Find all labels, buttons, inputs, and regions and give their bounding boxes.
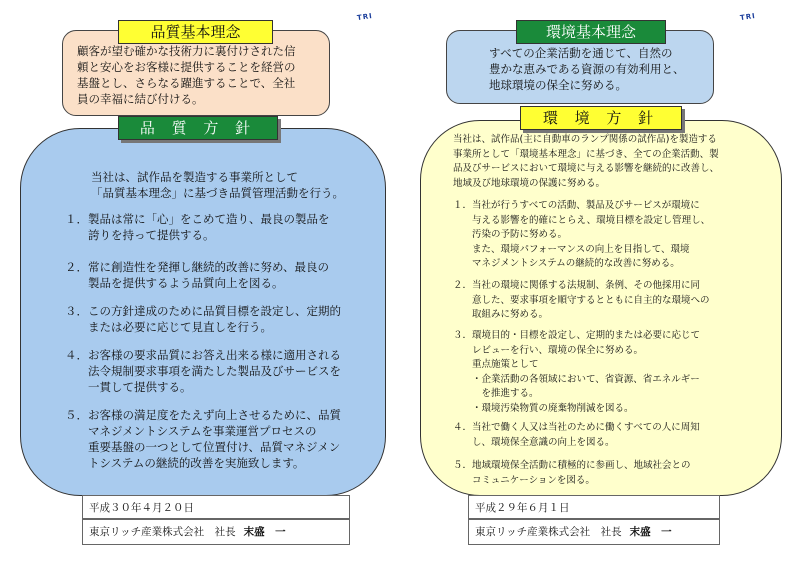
item-line: トシステムの継続的改善を実施致します。 xyxy=(65,456,305,470)
tri-logo-right xyxy=(740,13,756,21)
environment-policy-box xyxy=(420,120,782,496)
environment-philosophy-title: 環境基本理念 xyxy=(516,20,666,44)
left-date: 平成３０年４月２０日 xyxy=(82,495,350,519)
philosophy-line: すべての企業活動を通じて、自然の xyxy=(489,46,673,60)
intro-line: 地域及び地球環境の保護に努める。 xyxy=(453,177,606,189)
philosophy-line: 員の幸福に結び付ける。 xyxy=(77,92,204,106)
item-line: １．製品は常に「心」をこめて造り、最良の製品を xyxy=(65,212,330,226)
right-signature xyxy=(468,519,720,545)
item-line: または必要に応じて見直しを行う。 xyxy=(65,320,272,334)
item-line: 取組みに努める。 xyxy=(453,309,549,320)
quality-policy-box xyxy=(20,128,386,496)
item-line: 重点施策として xyxy=(453,359,539,370)
right-date: 平成２９年６月１日 xyxy=(468,495,720,519)
philosophy-line: 豊かな恵みである資源の有効利用と、 xyxy=(489,62,685,76)
item-line: コミュニケーションを図る。 xyxy=(453,474,595,486)
item-line: レビューを行い、環境の保全に努める。 xyxy=(453,344,644,356)
item-line: ４．当社で働く人又は当社のために働くすべての人に周知 xyxy=(453,422,700,433)
item-line: 意した、要求事項を順守するとともに自主的な環境への xyxy=(453,294,710,306)
item-line: 法令規制要求事項を満たした製品及びサービスを xyxy=(65,364,341,378)
env-item-5 xyxy=(453,459,691,488)
policy-item-3 xyxy=(65,303,341,335)
intro-line: 事業所として「環境基本理念」に基づき、全ての企業活動、製 xyxy=(453,148,719,160)
item-line: ３．環境目的・目標を設定し、定期的または必要に応じて xyxy=(453,330,701,341)
tri-logo-left xyxy=(357,13,373,21)
quality-policy-title: 品 質 方 針 xyxy=(118,116,278,140)
item-line: 誇りを持って提供する。 xyxy=(65,228,215,242)
item-line: 汚染の予防に努める。 xyxy=(453,229,568,240)
item-line: 一貫して提供する。 xyxy=(65,380,192,394)
item-line: また、環境パフォーマンスの向上を目指して、環境 xyxy=(453,243,690,255)
item-line: ・環境汚染物質の廃棄物削減を図る。 xyxy=(453,402,634,414)
company-name: 東京リッチ産業株式会社 社長 xyxy=(475,526,622,538)
president-name: 末盛 一 xyxy=(629,526,672,538)
philosophy-line: 地球環境の保全に努める。 xyxy=(489,78,627,92)
left-signature xyxy=(82,519,350,545)
item-line: ５．地域環境保全活動に積極的に参画し、地域社会との xyxy=(453,460,691,471)
item-line: ５．お客様の満足度をたえず向上させるために、品質 xyxy=(65,408,341,422)
tri-logo-text: TRI xyxy=(739,11,757,23)
item-line: ・企業活動の各領域において、省資源、省エネルギー xyxy=(453,373,700,385)
intro-line: 当社は、試作品を製造する事業所として xyxy=(91,170,298,184)
item-line: マネジメントシステムの継続的な改善に努める。 xyxy=(453,258,680,269)
quality-philosophy-title: 品質基本理念 xyxy=(118,20,273,44)
item-line: 重要基盤の一つとして位置付け、品質マネジメン xyxy=(65,440,341,454)
item-line: を推進する。 xyxy=(453,388,539,399)
policy-item-2 xyxy=(65,259,329,291)
item-line: ３．この方針達成のために品質目標を設定し、定期的 xyxy=(65,304,341,318)
item-line: ２．当社の環境に関係する法規制、条例、その他採用に同 xyxy=(453,280,701,291)
item-line: １．当社が行うすべての活動、製品及びサービスが環境に xyxy=(453,200,700,211)
env-item-2 xyxy=(453,279,710,323)
intro-line: 品及びサービスにおいて環境に与える影響を継続的に改善し、 xyxy=(453,163,720,174)
env-item-1 xyxy=(453,199,710,272)
philosophy-line: 頼と安心をお客様に提供することを経営の xyxy=(77,60,296,74)
president-name: 末盛 一 xyxy=(243,526,286,538)
philosophy-line: 基盤とし、さらなる躍進することで、全社 xyxy=(77,76,296,90)
environment-policy-title: 環 境 方 針 xyxy=(520,106,682,130)
intro-line: 当社は、試作品(主に自動車のランプ関係の試作品)を製造する xyxy=(453,134,717,145)
item-line: 製品を提供するよう品質向上を図る。 xyxy=(65,276,284,290)
env-item-3 xyxy=(453,329,700,416)
policy-item-1 xyxy=(65,211,330,243)
item-line: 与える影響を的確にとらえ、環境目標を設定し管理し、 xyxy=(453,214,711,226)
company-name: 東京リッチ産業株式会社 社長 xyxy=(89,526,236,538)
policy-item-5 xyxy=(65,407,341,471)
item-line: ２．常に創造性を発揮し継続的改善に努め、最良の xyxy=(65,260,330,274)
item-line: し、環境保全意識の向上を図る。 xyxy=(453,436,615,448)
env-item-4 xyxy=(453,421,700,450)
tri-logo-text: TRI xyxy=(356,11,374,23)
item-line: マネジメントシステムを事業運営プロセスの xyxy=(65,424,317,438)
philosophy-line: 顧客が望む確かな技術力に裏付けされた信 xyxy=(77,44,296,58)
policy-item-4 xyxy=(65,347,341,395)
intro-line: 「品質基本理念」に基づき品質管理活動を行う。 xyxy=(91,186,344,200)
item-line: ４．お客様の要求品質にお答え出来る様に適用される xyxy=(65,348,341,362)
